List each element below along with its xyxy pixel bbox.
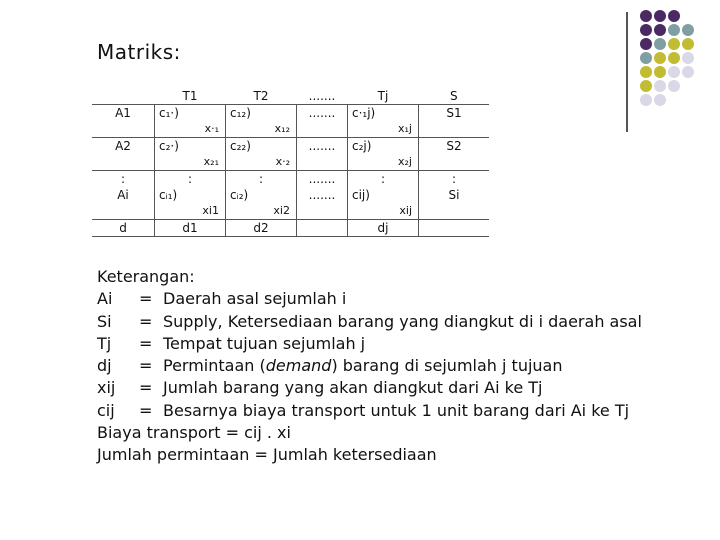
matrix-row-ai xyxy=(92,187,489,203)
header-t2: T2 xyxy=(253,89,269,103)
matrix-row-a2 xyxy=(92,138,489,155)
decorative-dot xyxy=(668,66,680,78)
note-balance: Jumlah permintaan = Jumlah ketersediaan xyxy=(97,445,437,465)
row-label: A2 xyxy=(92,138,155,155)
divider-line xyxy=(626,12,628,132)
note-xij: xij = Jumlah barang yang akan diangkut dari Ai ke Tj xyxy=(97,378,543,398)
matrix-row-ellipsis: : : : ....... : : xyxy=(92,171,489,188)
ellipsis-cell: ....... xyxy=(297,138,348,155)
supply-cell: S1 xyxy=(419,105,490,122)
legend-notes xyxy=(97,266,642,467)
matrix-demand-row xyxy=(92,220,489,237)
quantity-cell: x·₂ xyxy=(226,154,297,171)
header-dots: ....... xyxy=(308,89,336,103)
decorative-dot xyxy=(682,38,694,50)
note-ai: Ai = Daerah asal sejumlah i xyxy=(97,289,347,309)
cost-cell: c₂·) xyxy=(155,138,226,155)
matrix-row-a1 xyxy=(92,105,489,122)
notes-heading: Keterangan: xyxy=(97,267,195,286)
ellipsis-cell: ....... xyxy=(297,105,348,122)
decorative-dot xyxy=(640,94,652,106)
supply-cell: S2 xyxy=(419,138,490,155)
note-dj: dj = Permintaan (demand) barang di sejumlah j tujuan xyxy=(97,356,563,376)
quantity-cell: xi2 xyxy=(226,203,297,220)
transport-matrix xyxy=(92,88,489,237)
decorative-dot xyxy=(654,52,666,64)
note-si: Si = Supply, Ketersediaan barang yang diangkut di i daerah asal xyxy=(97,311,642,331)
cost-cell: cᵢ₂) xyxy=(226,187,297,203)
decorative-dot xyxy=(668,52,680,64)
note-cij: cij = Besarnya biaya transport untuk 1 unit barang dari Ai ke Tj xyxy=(97,400,630,420)
decorative-dot xyxy=(654,80,666,92)
header-t1: T1 xyxy=(182,89,198,103)
row-label: : xyxy=(92,171,155,188)
ellipsis-cell: ....... xyxy=(297,187,348,203)
decorative-dot xyxy=(654,66,666,78)
header-tj: Tj xyxy=(377,89,389,103)
decorative-dot xyxy=(668,80,680,92)
matrix-row-ai-x xyxy=(92,203,489,220)
demand-cell: d1 xyxy=(155,220,226,237)
cost-cell: c₂₂) xyxy=(226,138,297,155)
quantity-cell: xij xyxy=(348,203,419,220)
decorative-dot xyxy=(640,66,652,78)
decorative-dot xyxy=(640,52,652,64)
decorative-dot xyxy=(654,24,666,36)
decorative-dot xyxy=(682,24,694,36)
cost-cell: c₂j) xyxy=(348,138,419,155)
supply-cell: Si xyxy=(419,187,490,203)
decorative-dot xyxy=(668,38,680,50)
note-tj: Tj = Tempat tujuan sejumlah j xyxy=(97,333,366,353)
cost-cell: cij) xyxy=(348,187,419,203)
decorative-dot xyxy=(640,38,652,50)
decorative-dot xyxy=(640,10,652,22)
matrix-header-row xyxy=(92,88,489,105)
decorative-dot xyxy=(682,52,694,64)
cost-cell: cᵢ₁) xyxy=(155,187,226,203)
cost-cell: c₁₂) xyxy=(226,105,297,122)
cost-cell: c₁·) xyxy=(155,105,226,122)
demand-label: d xyxy=(92,220,155,237)
quantity-cell: x·₁ xyxy=(155,121,226,138)
header-s: S xyxy=(449,89,458,103)
quantity-cell: x₂j xyxy=(348,154,419,171)
decorative-dot xyxy=(682,66,694,78)
page-title: Matriks: xyxy=(97,40,181,64)
decorative-dot xyxy=(654,38,666,50)
quantity-cell: x₂₁ xyxy=(155,154,226,171)
matrix-row-a1-x xyxy=(92,121,489,138)
decorative-dot xyxy=(668,10,680,22)
note-cost-formula: Biaya transport = cij . xi xyxy=(97,423,291,443)
cost-cell: c·₁j) xyxy=(348,105,419,122)
quantity-cell: x₁j xyxy=(348,121,419,138)
demand-cell: dj xyxy=(348,220,419,237)
decorative-dot xyxy=(640,80,652,92)
row-label: Ai xyxy=(117,188,129,202)
decorative-dot xyxy=(640,24,652,36)
decorative-dot xyxy=(668,24,680,36)
decorative-dot xyxy=(654,94,666,106)
row-label: A1 xyxy=(92,105,155,122)
decorative-dot-grid xyxy=(640,9,720,119)
matrix-row-a2-x xyxy=(92,154,489,171)
demand-cell: d2 xyxy=(226,220,297,237)
decorative-dot xyxy=(654,10,666,22)
quantity-cell: x₁₂ xyxy=(226,121,297,138)
quantity-cell: xi1 xyxy=(155,203,226,220)
